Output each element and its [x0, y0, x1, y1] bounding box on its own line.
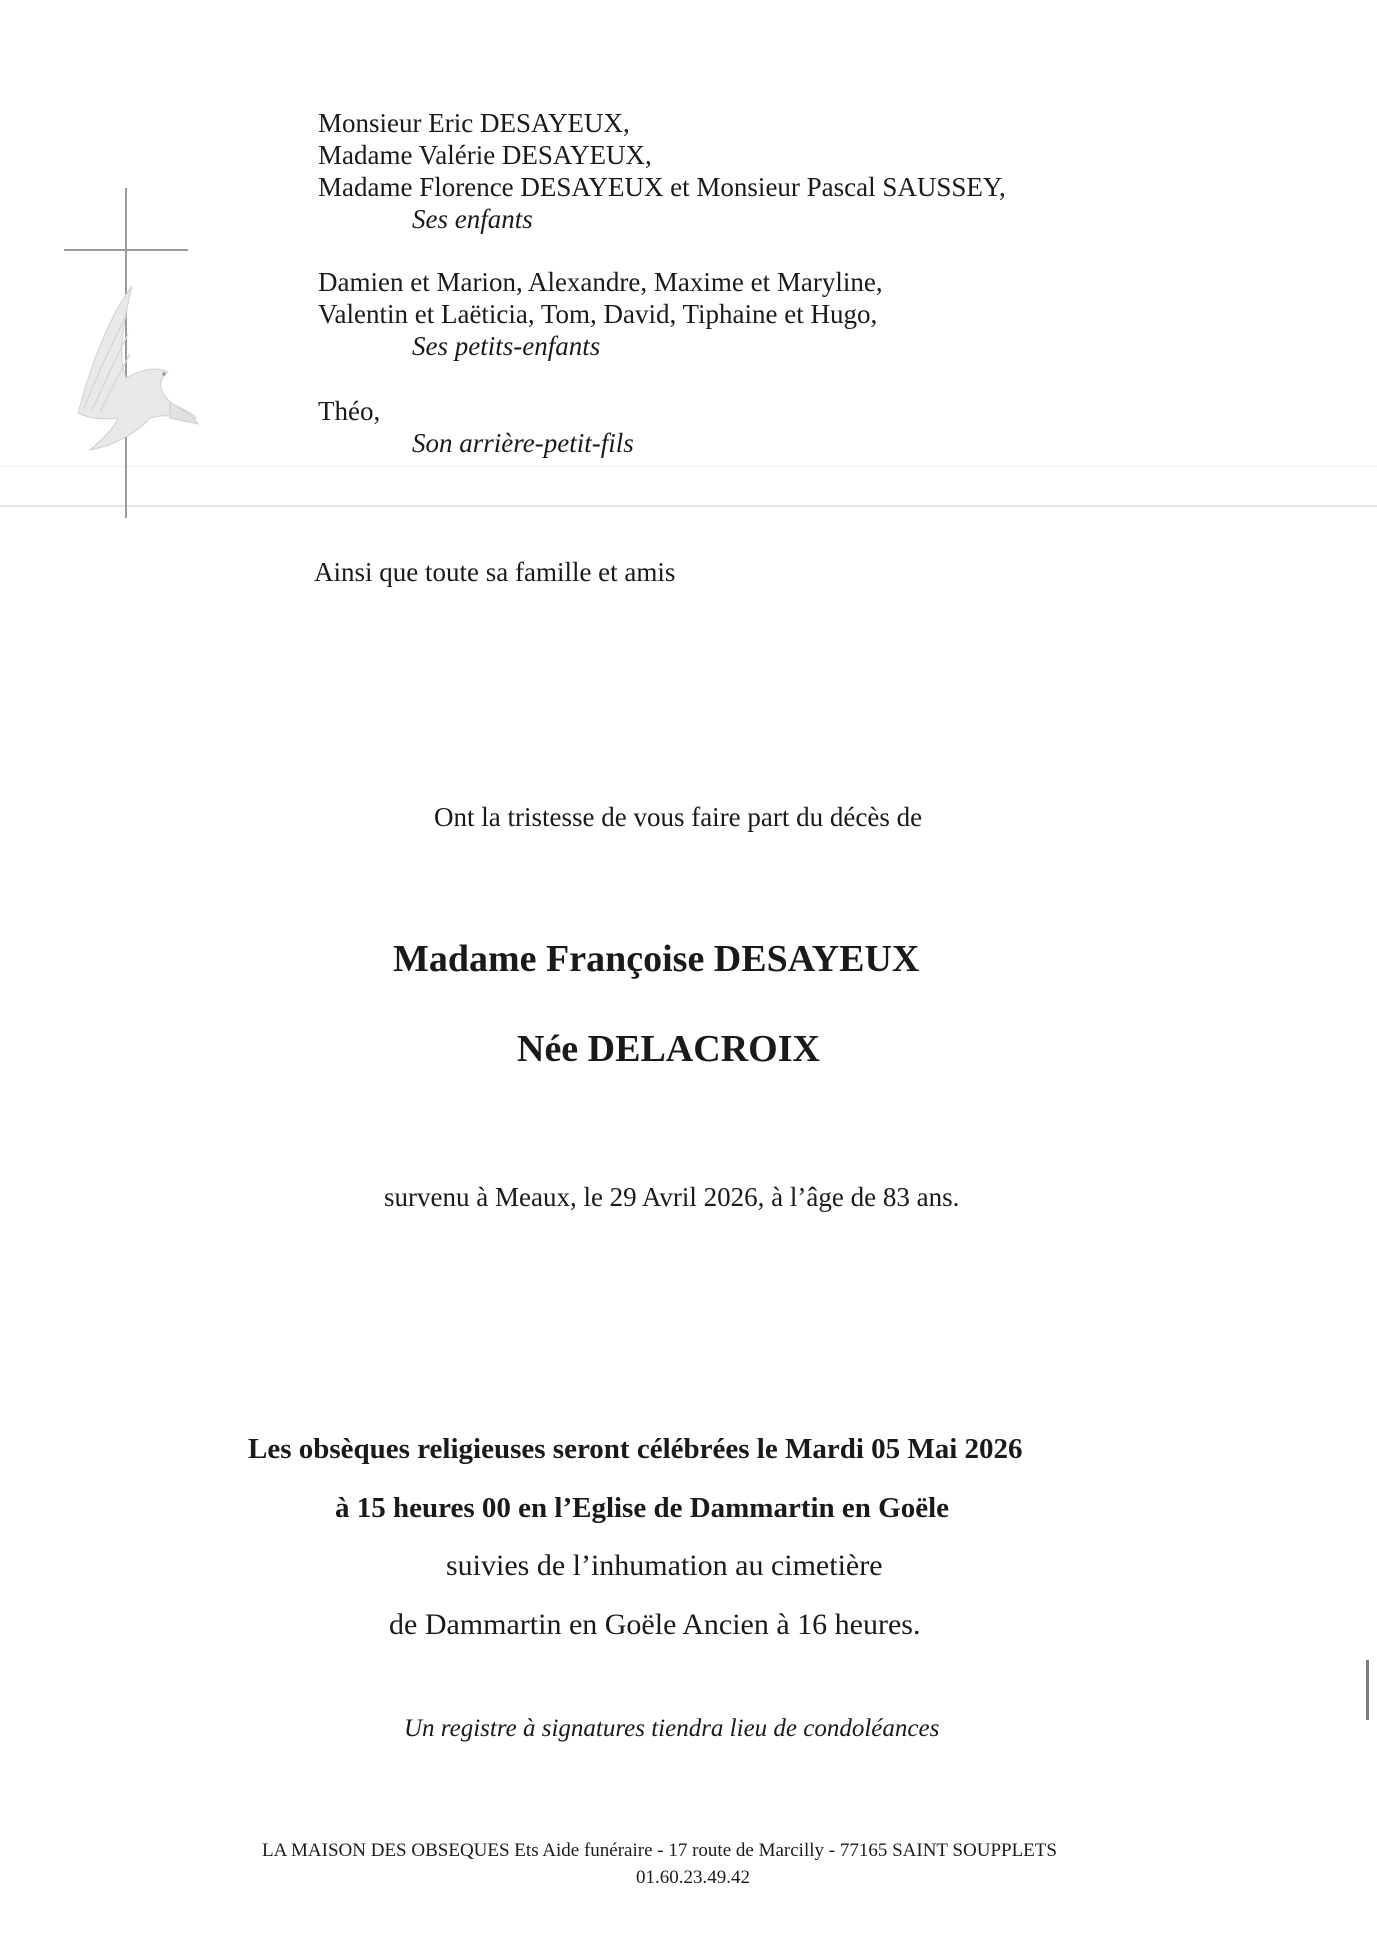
burial-line: suivies de l’inhumation au cimetière: [446, 1549, 883, 1582]
child-name-line: Madame Florence DESAYEUX et Monsieur Pascal SAUSSEY,: [318, 172, 1006, 202]
announcement-intro: Ont la tristesse de vous faire part du décès de: [434, 802, 923, 832]
child-name-line: Madame Valérie DESAYEUX,: [318, 140, 652, 170]
grandchildren-caption: Ses petits-enfants: [412, 331, 601, 361]
great-grandchild-line: Théo,: [318, 396, 381, 426]
cross-with-dove-icon: [60, 188, 200, 528]
funeral-home-address: LA MAISON DES OBSEQUES Ets Aide funéraire - 17 route de Marcilly - 77165 SAINT SOUPPLETS: [262, 1840, 1057, 1861]
child-name-line: Monsieur Eric DESAYEUX,: [318, 108, 630, 138]
deceased-name: Madame Françoise DESAYEUX: [393, 938, 920, 980]
children-caption: Ses enfants: [412, 204, 533, 234]
scan-fold-line: [0, 466, 1377, 467]
funeral-home-phone: 01.60.23.49.42: [636, 1867, 750, 1888]
death-details: survenu à Meaux, le 29 Avril 2026, à l’âge de 83 ans.: [384, 1182, 960, 1212]
family-and-friends-line: Ainsi que toute sa famille et amis: [314, 557, 676, 587]
ceremony-date-line: Les obsèques religieuses seront célébrées le Mardi 05 Mai 2026: [248, 1433, 1023, 1465]
scan-fold-line: [0, 505, 1377, 507]
condolence-register-note: Un registre à signatures tiendra lieu de condoléances: [404, 1715, 940, 1742]
deceased-maiden-name: Née DELACROIX: [517, 1028, 820, 1070]
grandchildren-line: Valentin et Laëticia, Tom, David, Tiphaine et Hugo,: [318, 299, 878, 329]
grandchildren-line: Damien et Marion, Alexandre, Maxime et Maryline,: [318, 267, 883, 297]
ceremony-place-line: à 15 heures 00 en l’Eglise de Dammartin en Goële: [335, 1492, 950, 1524]
great-grandchild-caption: Son arrière-petit-fils: [412, 428, 634, 458]
scan-edge-mark: [1366, 1660, 1369, 1720]
burial-place-line: de Dammartin en Goële Ancien à 16 heures.: [389, 1608, 921, 1641]
